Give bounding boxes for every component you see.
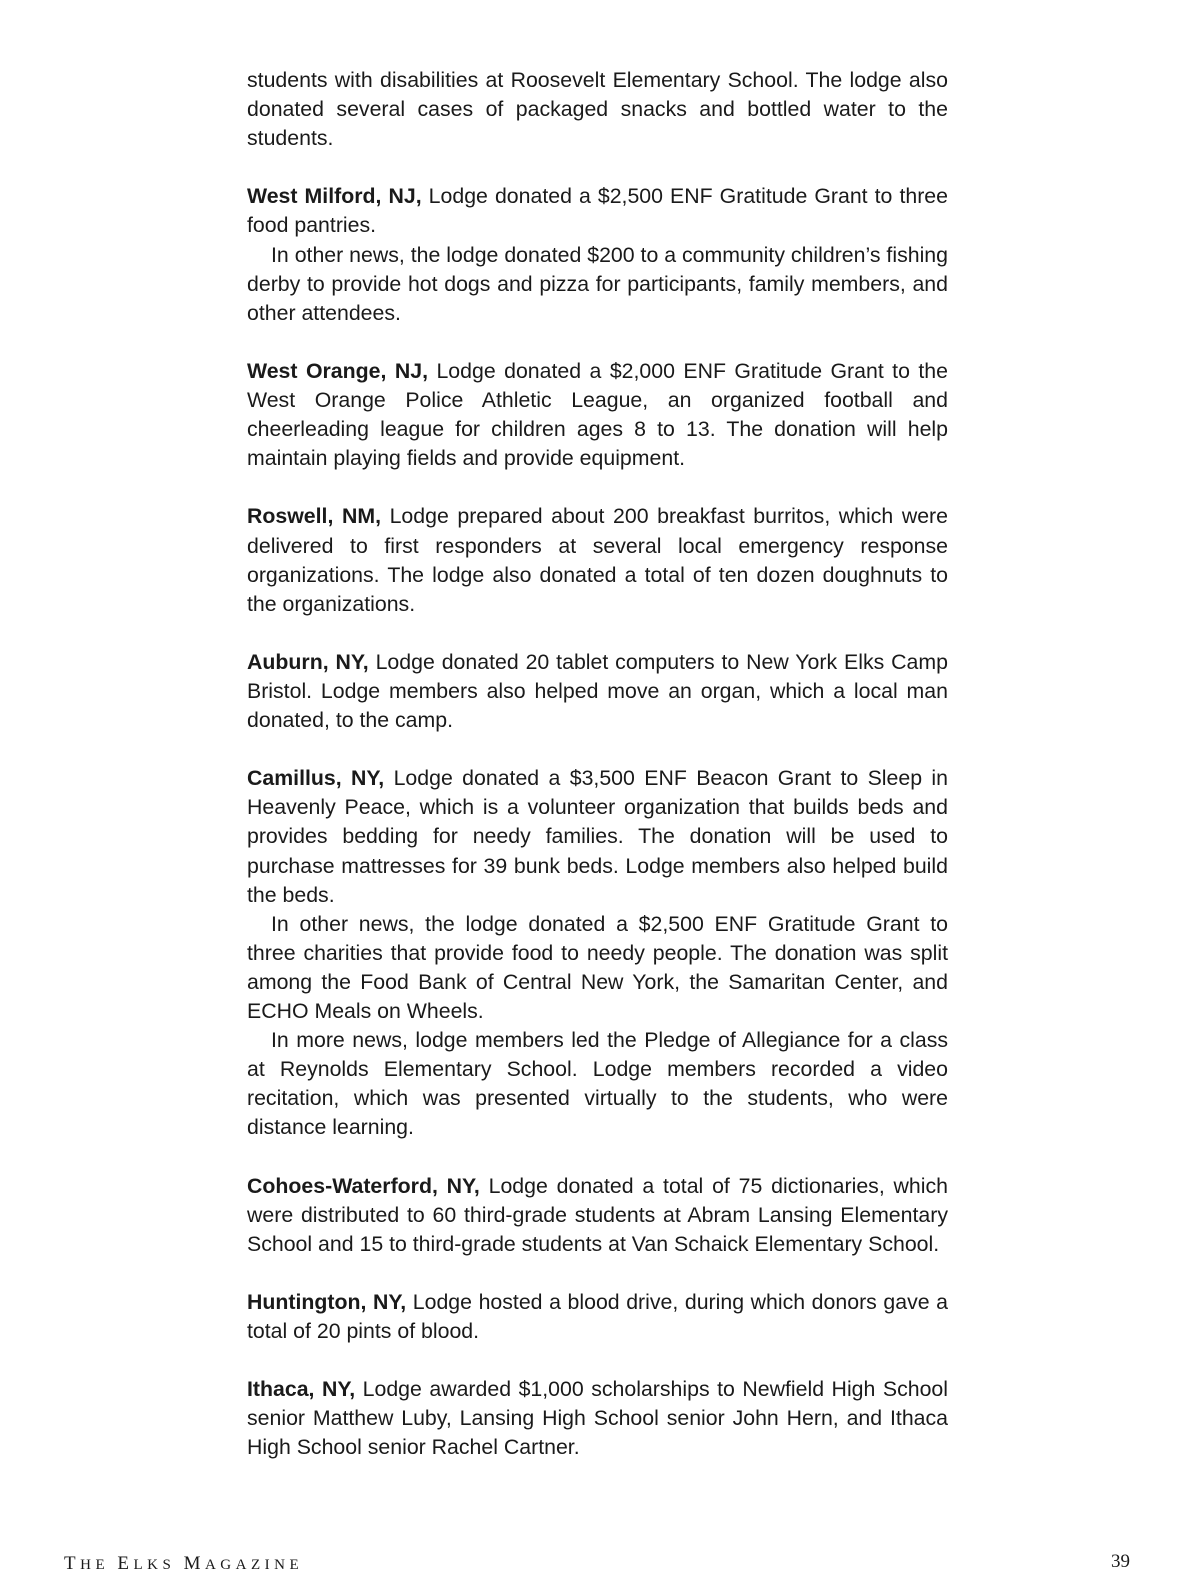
entry-continuation: In more news, lodge members led the Pledge of Allegiance for a class at Reynolds Elementary School. Lodge members recorded a video recitation, which was presented virtually to the students, who were distance learning.	[247, 1028, 948, 1140]
lodge-name: Ithaca, NY,	[247, 1377, 356, 1402]
lodge-entry	[247, 1375, 948, 1462]
lodge-name: Auburn, NY,	[247, 649, 369, 674]
lodge-name: Huntington, NY,	[247, 1289, 407, 1314]
lodge-name: Cohoes-Waterford, NY,	[247, 1173, 480, 1198]
opening-text: students with disabilities at Roosevelt Elementary School. The lodge also donated several cases of packaged snacks and bottled water to the students.	[247, 68, 948, 151]
lodge-entry	[247, 1172, 948, 1259]
entry-paragraph	[247, 1375, 948, 1462]
lodge-name: West Milford, NJ,	[247, 184, 422, 209]
entry-paragraph	[247, 1172, 948, 1259]
lodge-entry	[247, 648, 948, 735]
lodge-name: Camillus, NY,	[247, 766, 385, 791]
lodge-entry	[247, 1288, 948, 1346]
entry-continuation: In other news, the lodge donated $200 to a community children’s fishing derby to provide hot dogs and pizza for participants, family members, and other attendees.	[247, 242, 948, 325]
lodge-entry	[247, 357, 948, 473]
entry-paragraph	[247, 502, 948, 618]
entry-text: Lodge donated a $3,500 ENF Beacon Grant to Sleep in Heavenly Peace, which is a volunteer organization that builds beds and provides bedding for needy families. The donation will be used to purchase mattresses for 39 bunk beds. Lodge members also helped build the beds.	[247, 766, 948, 907]
entry-paragraph	[247, 764, 948, 909]
magazine-name-footer: THE ELKS MAGAZINE	[64, 1553, 304, 1574]
entry-continuation: In other news, the lodge donated a $2,500 ENF Gratitude Grant to three charities that provide food to needy people. The donation was split among the Food Bank of Central New York, the Samaritan Center, and ECHO Meals on Wheels.	[247, 911, 948, 1023]
entry-text: Lodge donated a $2,000 ENF Gratitude Grant to the West Orange Police Athletic League, an organized football and cheerleading league for children ages 8 to 13. The donation will help maintain playing fields and provide equipment.	[247, 358, 948, 471]
entry-text: Lodge awarded $1,000 scholarships to Newfield High School senior Matthew Luby, Lansing High School senior John Hern, and Ithaca High School senior Rachel Cartner.	[247, 1377, 948, 1460]
lodge-entry	[247, 764, 948, 1142]
entry-text: Lodge prepared about 200 breakfast burritos, which were delivered to first responders at several local emergency response organizations. The lodge also donated a total of ten dozen doughnuts to the organizations.	[247, 504, 948, 616]
lodge-name: Roswell, NM,	[247, 504, 381, 529]
entry-paragraph	[247, 1288, 948, 1346]
article-column	[247, 66, 948, 1492]
entry-text: Lodge donated a total of 75 dictionaries, which were distributed to 60 third-grade students at Abram Lansing Elementary School and 15 to third-grade students at Van Schaick Elementary School.	[247, 1173, 948, 1256]
entry-text: Lodge donated 20 tablet computers to New York Elks Camp Bristol. Lodge members also helped move an organ, which a local man donated, to the camp.	[247, 649, 948, 733]
opening-paragraph	[247, 66, 948, 153]
entry-paragraph	[247, 648, 948, 735]
lodge-entry	[247, 182, 948, 327]
entry-text: Lodge donated a $2,500 ENF Gratitude Grant to three food pantries.	[247, 184, 948, 238]
entry-paragraph	[247, 357, 948, 473]
lodge-entry	[247, 502, 948, 618]
entry-paragraph	[247, 182, 948, 240]
lodge-name: West Orange, NJ,	[247, 358, 428, 383]
entry-text: Lodge hosted a blood drive, during which donors gave a total of 20 pints of blood.	[247, 1289, 948, 1344]
page-number: 39	[1111, 1551, 1130, 1572]
